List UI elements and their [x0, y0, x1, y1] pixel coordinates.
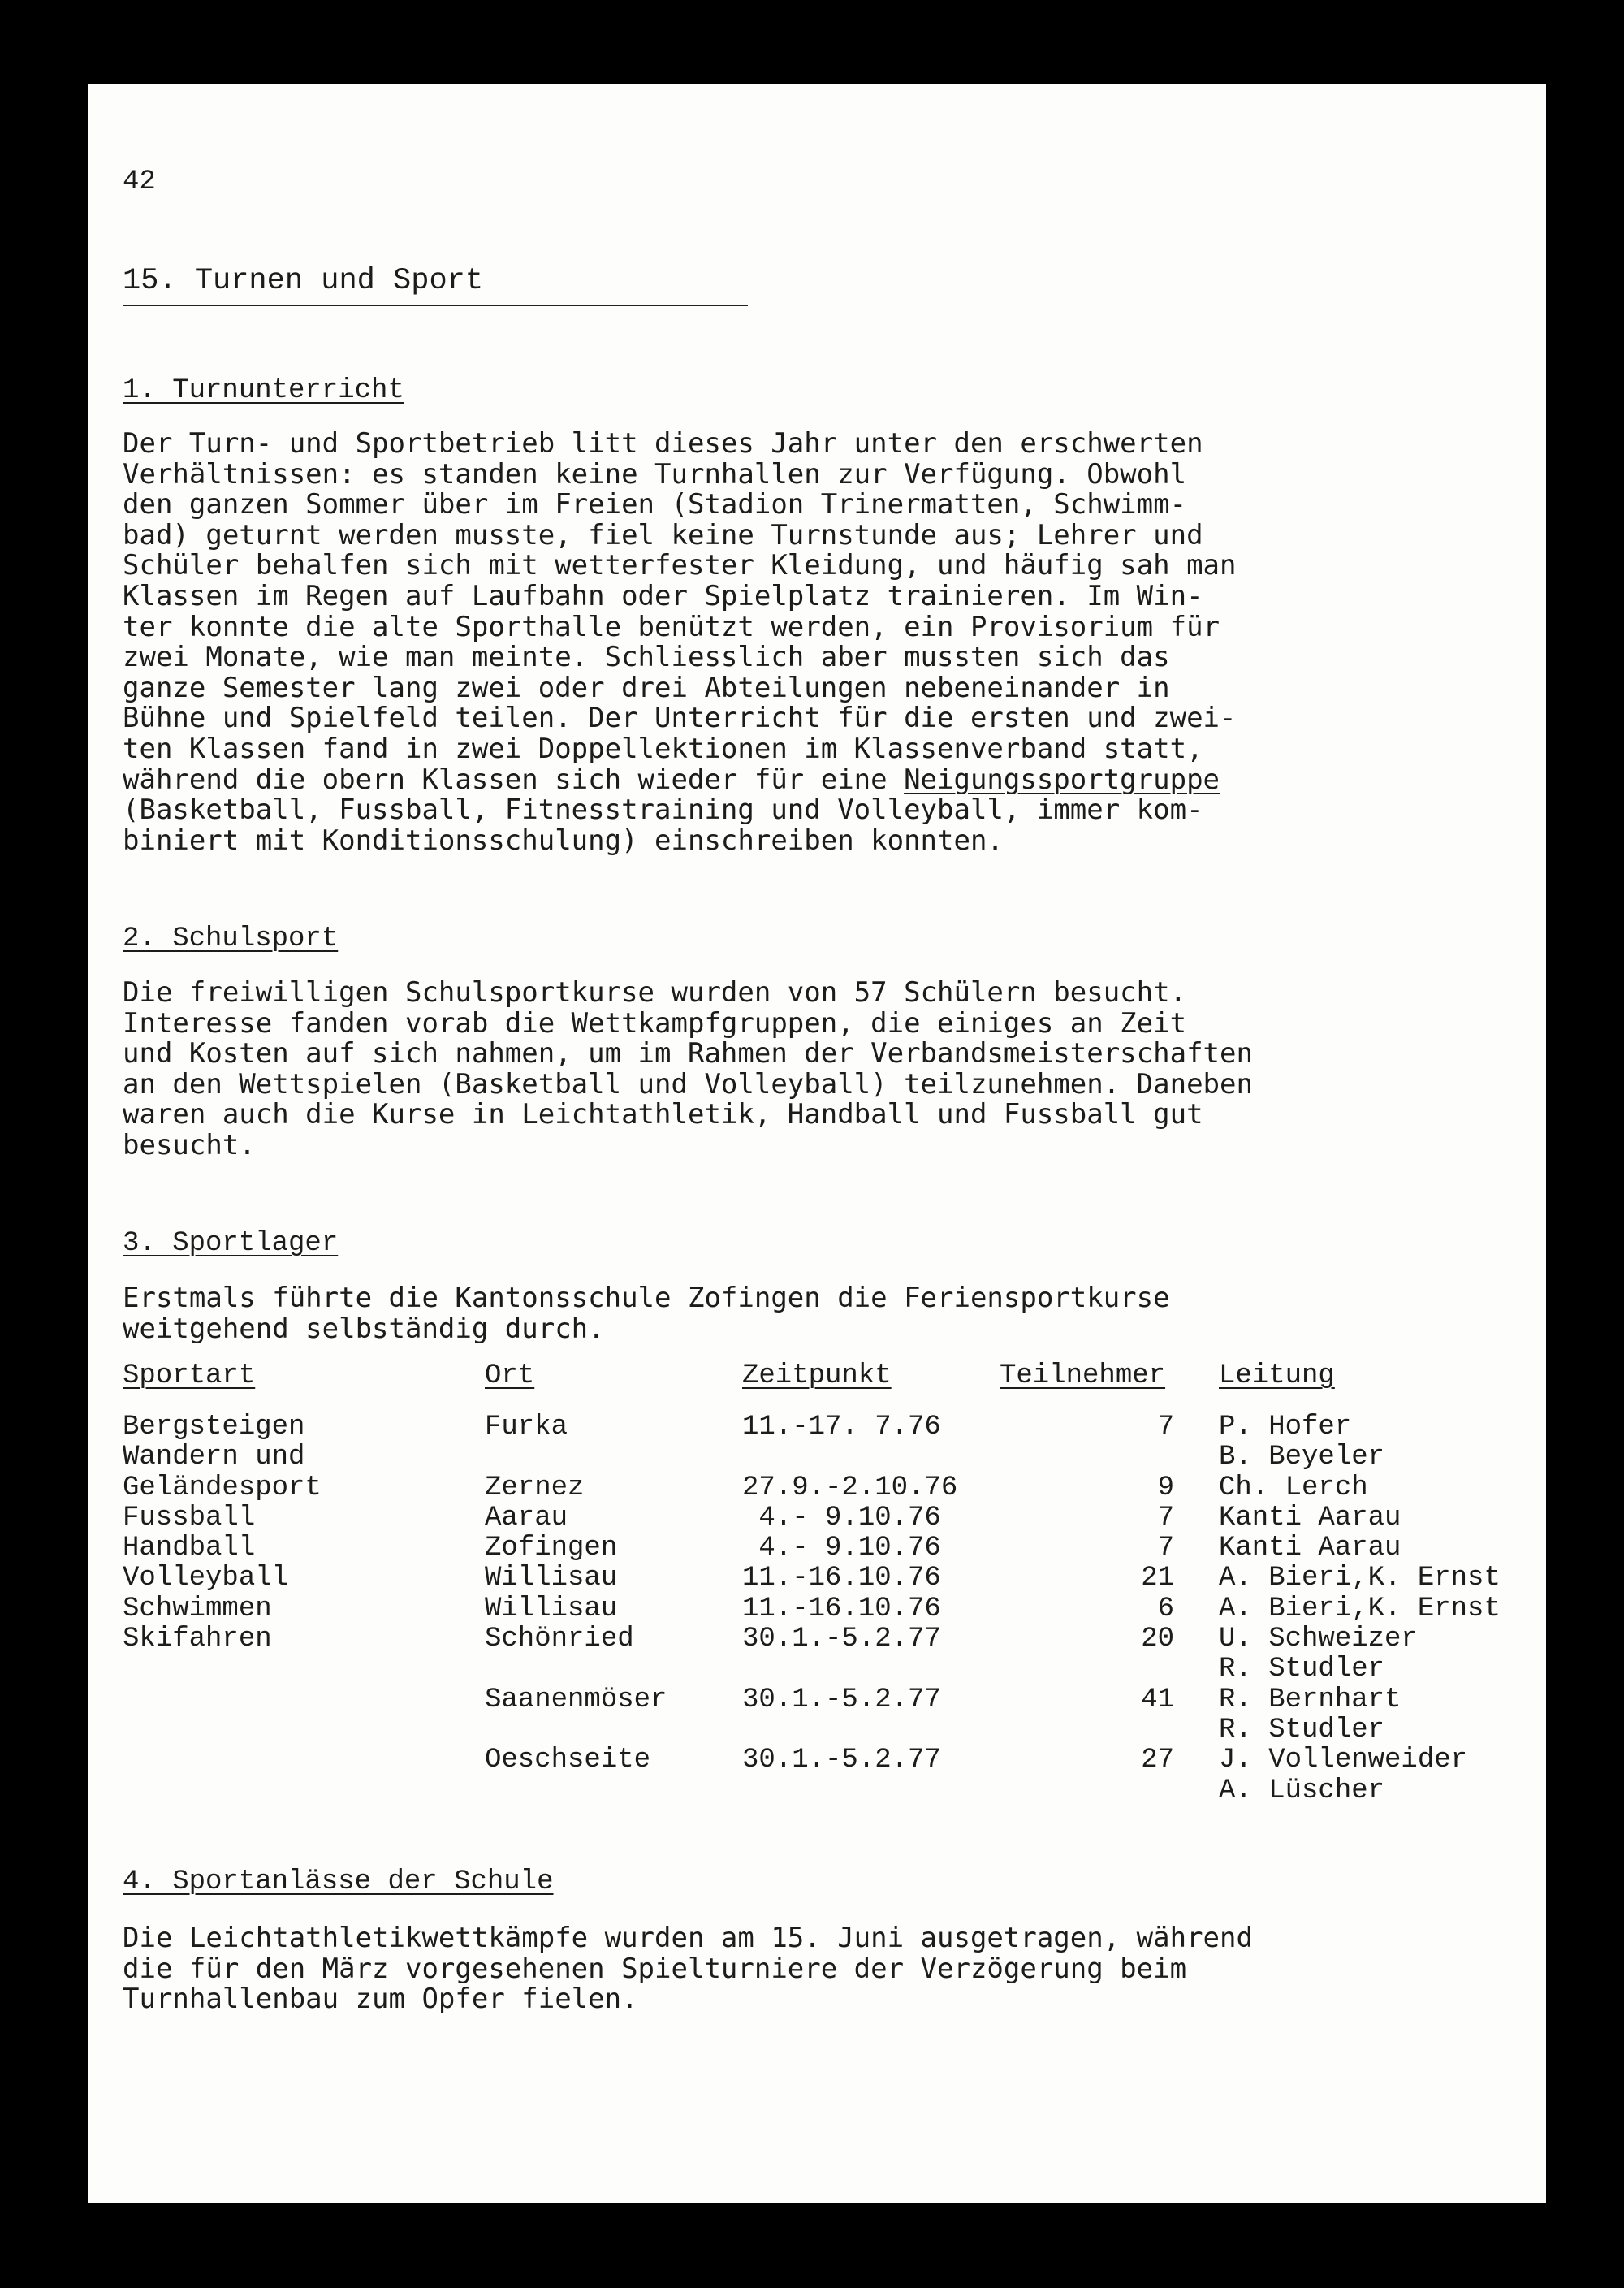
- table-cell-ort: Aarau: [485, 1502, 568, 1533]
- table-cell-sportart: Wandern und: [123, 1442, 305, 1473]
- table-cell-leitung: P. Hofer: [1219, 1412, 1352, 1442]
- table-cell-teilnehmer: 20: [1141, 1624, 1174, 1655]
- table-cell-ort: Willisau: [485, 1593, 618, 1624]
- table-cell-ort: Schönried: [485, 1624, 634, 1655]
- table-cell-teilnehmer: 27: [1141, 1745, 1174, 1776]
- table-cell-ort: [485, 1654, 667, 1685]
- table-header-ort: Ort: [485, 1360, 535, 1391]
- chapter-title: 15. Turnen und Sport: [123, 264, 748, 306]
- table-cell-leitung: Kanti Aarau: [1219, 1533, 1402, 1564]
- table-cell-leitung: Kanti Aarau: [1219, 1502, 1402, 1533]
- section-1-lines: Der Turn- und Sportbetrieb litt dieses Jahr unter den erschwerten Verhältnissen: es standen keine Turnhallen zur Verfügung. Obwohl den ganzen Sommer über im Freien (Stadion Trinermatten, Schwimm- bad) geturnt werden musste, fiel keine Turnstunde aus; Lehrer und Schüler behalfen sich mit wetterfester Kleidung, und häufig sah man Klassen im Regen auf Laufbahn oder Spielplatz trainieren. Im Win- ter konnte die alte Sporthalle benützt werden, ein Provisorium für zwei Monate, wie man meinte. Schliesslich aber mussten sich das ganze Semester lang zwei oder drei Abteilungen nebeneinander in Bühne und Spielfeld teilen. Der Unterricht für die ersten und zwei- ten Klassen fand in zwei Doppellektionen im Klassenverband statt, während die obern Klassen sich wieder für eine: [123, 427, 1237, 796]
- underlined-term: Neigungssportgruppe: [904, 763, 1220, 796]
- table-cell-teilnehmer: [1000, 1442, 1174, 1473]
- table-cell-sportart: [123, 1685, 322, 1715]
- table-cell-teilnehmer: 7: [1157, 1533, 1174, 1564]
- table-cell-leitung: R. Studler: [1219, 1654, 1385, 1685]
- table-cell-sportart: [123, 1654, 322, 1685]
- table-cell-zeitpunkt: [742, 1654, 957, 1685]
- table-cell-sportart: Schwimmen: [123, 1593, 272, 1624]
- table-cell-sportart: [123, 1776, 322, 1806]
- section-heading-sportanlaesse: 4. Sportanlässe der Schule: [123, 1866, 554, 1897]
- table-cell-leitung: R. Bernhart: [1219, 1684, 1402, 1715]
- table-cell-zeitpunkt: 30.1.-5.2.77: [742, 1745, 941, 1776]
- table-cell-teilnehmer: [1000, 1776, 1174, 1806]
- sportlager-table: [123, 1360, 1544, 1815]
- column-teilnehmer: [1000, 1412, 1174, 1806]
- table-cell-zeitpunkt: 11.-16.10.76: [742, 1593, 941, 1624]
- page-number: 42: [123, 167, 156, 197]
- table-cell-ort: Zofingen: [485, 1533, 618, 1564]
- section-heading-turnunterricht: 1. Turnunterricht: [123, 375, 404, 406]
- table-cell-ort: [485, 1442, 667, 1473]
- table-cell-ort: Zernez: [485, 1472, 585, 1503]
- table-cell-sportart: [123, 1715, 322, 1745]
- column-sportart: [123, 1412, 322, 1806]
- table-cell-zeitpunkt: 30.1.-5.2.77: [742, 1684, 941, 1715]
- table-cell-zeitpunkt: [742, 1715, 957, 1745]
- table-cell-leitung: J. Vollenweider: [1219, 1745, 1468, 1776]
- table-cell-ort: Saanenmöser: [485, 1684, 667, 1715]
- table-cell-sportart: Handball: [123, 1533, 256, 1564]
- table-cell-leitung: A. Lüscher: [1219, 1775, 1385, 1806]
- table-cell-teilnehmer: 7: [1157, 1502, 1174, 1533]
- table-cell-leitung: A. Bieri,K. Ernst: [1219, 1563, 1501, 1594]
- section-heading-sportlager: 3. Sportlager: [123, 1228, 339, 1259]
- table-header-leitung: Leitung: [1219, 1360, 1335, 1391]
- section-heading-schulsport: 2. Schulsport: [123, 923, 339, 954]
- table-cell-zeitpunkt: 11.-16.10.76: [742, 1563, 941, 1594]
- table-cell-sportart: Skifahren: [123, 1624, 272, 1655]
- table-cell-sportart: Volleyball: [123, 1563, 289, 1594]
- column-zeitpunkt: [742, 1412, 957, 1806]
- table-cell-teilnehmer: 7: [1157, 1412, 1174, 1442]
- table-cell-teilnehmer: [1000, 1715, 1174, 1745]
- table-cell-zeitpunkt: 11.-17. 7.76: [742, 1412, 941, 1442]
- table-cell-leitung: U. Schweizer: [1219, 1624, 1418, 1655]
- table-cell-ort: Furka: [485, 1412, 568, 1442]
- table-cell-ort: [485, 1776, 667, 1806]
- column-leitung: [1219, 1412, 1501, 1806]
- table-cell-zeitpunkt: [742, 1442, 957, 1473]
- table-cell-zeitpunkt: 30.1.-5.2.77: [742, 1624, 941, 1655]
- table-cell-zeitpunkt: 4.- 9.10.76: [742, 1533, 941, 1564]
- table-cell-ort: [485, 1715, 667, 1745]
- section-text-schulsport: Die freiwilligen Schulsportkurse wurden von 57 Schülern besucht. Interesse fanden vorab die Wettkampfgruppen, die einiges an Zeit und Kosten auf sich nahmen, um im Rahmen der Verbandsmeisterschaften an den Wettspielen (Basketball und Volleyball) teilzunehmen. Daneben waren auch die Kurse in Leichtathletik, Handball und Fussball gut besucht.: [123, 976, 1253, 1161]
- table-cell-zeitpunkt: [742, 1776, 957, 1806]
- section-text-sportanlaesse: Die Leichtathletikwettkämpfe wurden am 15. Juni ausgetragen, während die für den März vorgesehenen Spielturniere der Verzögerung beim Turnhallenbau zum Opfer fielen.: [123, 1922, 1253, 2016]
- table-cell-sportart: Bergsteigen: [123, 1412, 305, 1442]
- table-header-zeitpunkt: Zeitpunkt: [742, 1360, 892, 1391]
- table-cell-teilnehmer: 6: [1157, 1593, 1174, 1624]
- table-cell-zeitpunkt: 27.9.-2.10.76: [742, 1472, 958, 1503]
- table-cell-leitung: Ch. Lerch: [1219, 1472, 1368, 1503]
- table-header-sportart: Sportart: [123, 1360, 256, 1391]
- section-text-turnunterricht: [123, 429, 1454, 856]
- table-cell-leitung: A. Bieri,K. Ernst: [1219, 1593, 1501, 1624]
- table-cell-sportart: Geländesport: [123, 1472, 322, 1503]
- table-cell-sportart: Fussball: [123, 1502, 256, 1533]
- table-cell-sportart: [123, 1745, 322, 1775]
- section-text-sportlager: Erstmals führte die Kantonsschule Zofingen die Feriensportkurse weitgehend selbständig durch.: [123, 1282, 1170, 1345]
- table-cell-teilnehmer: [1000, 1654, 1174, 1685]
- table-cell-ort: Willisau: [485, 1563, 618, 1594]
- table-cell-teilnehmer: 41: [1141, 1684, 1174, 1715]
- table-cell-teilnehmer: 21: [1141, 1563, 1174, 1594]
- table-cell-zeitpunkt: 4.- 9.10.76: [742, 1502, 941, 1533]
- table-header-teilnehmer: Teilnehmer: [1000, 1360, 1166, 1391]
- table-cell-ort: Oeschseite: [485, 1745, 651, 1776]
- table-cell-teilnehmer: 9: [1157, 1472, 1174, 1503]
- section-1-lines-after: (Basketball, Fussball, Fitnesstraining und Volleyball, immer kom- biniert mit Konditionsschulung) einschreiben konnten.: [123, 794, 1203, 857]
- table-cell-leitung: B. Beyeler: [1219, 1442, 1385, 1473]
- table-cell-leitung: R. Studler: [1219, 1714, 1385, 1745]
- column-ort: [485, 1412, 667, 1806]
